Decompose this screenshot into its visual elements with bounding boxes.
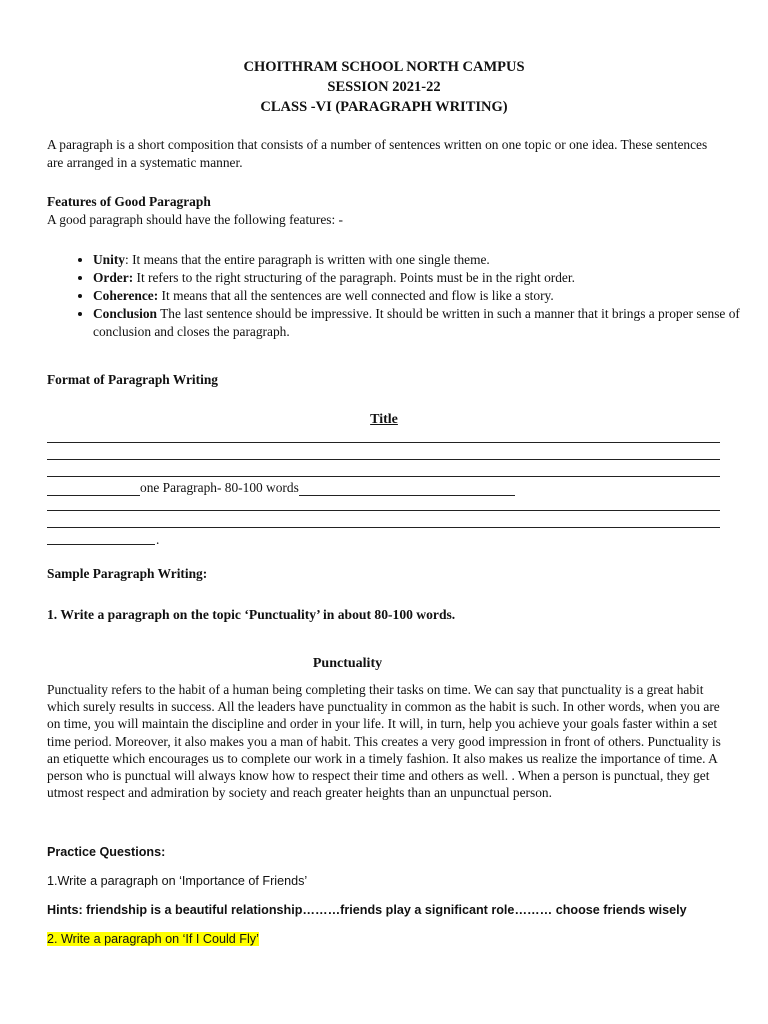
practice-question-2: 2. Write a paragraph on ‘If I Could Fly’: [47, 932, 259, 946]
writing-line: [47, 442, 720, 443]
sample-question: 1. Write a paragraph on the topic ‘Punctuality’ in about 80-100 words.: [47, 607, 456, 622]
session-line: SESSION 2021-22: [327, 79, 441, 95]
feature-text: It means that all the sentences are well connected and flow is like a story.: [158, 287, 554, 303]
writing-line: [47, 476, 720, 477]
features-heading: Features of Good Paragraph: [47, 194, 211, 209]
format-title-label: Title: [370, 412, 398, 427]
blank-segment: [299, 481, 515, 496]
writing-line: [47, 527, 720, 528]
writing-line: [47, 459, 720, 460]
feature-term: Conclusion: [93, 305, 157, 321]
sample-paragraph: Punctuality refers to the habit of a human being completing their tasks on time. We can say that punctuality is a great habit which surely results in success. All the leaders have punctuality in common as the habit is such. In other words, when you are on time, you will maintain the discipline and order in your life. It will, in turn, help you achieve your goals faster within a set time period. Moreover, it also makes you a man of habit. This creates a very good impression in front of others. Punctuality is an etiquette which encourages us to complete our work in a timely fashion. It also makes us realize the importance of time. A person who is punctual will always know how to respect their time and others as well. . When a person is punctual, they get utmost respect and admiration by society and reach greater heights than an unpunctual person.: [47, 682, 721, 801]
feature-item-order: [93, 269, 768, 287]
feature-text: : It means that the entire paragraph is written with one single theme.: [125, 252, 490, 267]
feature-term: Order:: [93, 269, 134, 285]
school-name: CHOITHRAM SCHOOL NORTH CAMPUS: [243, 59, 525, 75]
feature-item-unity: [93, 251, 768, 269]
writing-line: [47, 510, 720, 511]
words-note: one Paragraph- 80-100 words: [140, 480, 299, 495]
practice-question-2-wrapper: [47, 932, 259, 946]
sample-heading: Sample Paragraph Writing:: [47, 566, 208, 581]
feature-text: The last sentence should be impressive. It should be written in such a manner that it brings a proper sense of conclusion and closes the paragraph.: [93, 305, 740, 339]
class-line: CLASS -VI (PARAGRAPH WRITING): [260, 99, 508, 115]
sample-title: Punctuality: [312, 656, 383, 671]
blank-segment: [47, 481, 140, 496]
feature-item-coherence: [93, 287, 768, 305]
writing-line-short: [47, 544, 155, 545]
feature-term: Coherence:: [93, 287, 159, 303]
format-heading: Format of Paragraph Writing: [47, 372, 218, 387]
features-lead: A good paragraph should have the following features: -: [47, 212, 343, 227]
end-dot: .: [156, 532, 160, 547]
practice-question-1: 1.Write a paragraph on ‘Importance of Friends’: [47, 874, 308, 888]
feature-item-conclusion: [93, 305, 768, 341]
practice-hints: Hints: friendship is a beautiful relationship………friends play a significant role……… choose friends wisely: [47, 903, 687, 917]
feature-text: It refers to the right structuring of the paragraph. Points must be in the right order.: [133, 269, 575, 285]
features-list: [47, 251, 768, 341]
intro-paragraph: A paragraph is a short composition that consists of a number of sentences written on one topic or one idea. These sentences are arranged in a systematic manner.: [47, 137, 708, 170]
feature-term: Unity: [93, 252, 125, 267]
words-note-line: [47, 479, 515, 496]
practice-heading: Practice Questions:: [47, 845, 166, 859]
